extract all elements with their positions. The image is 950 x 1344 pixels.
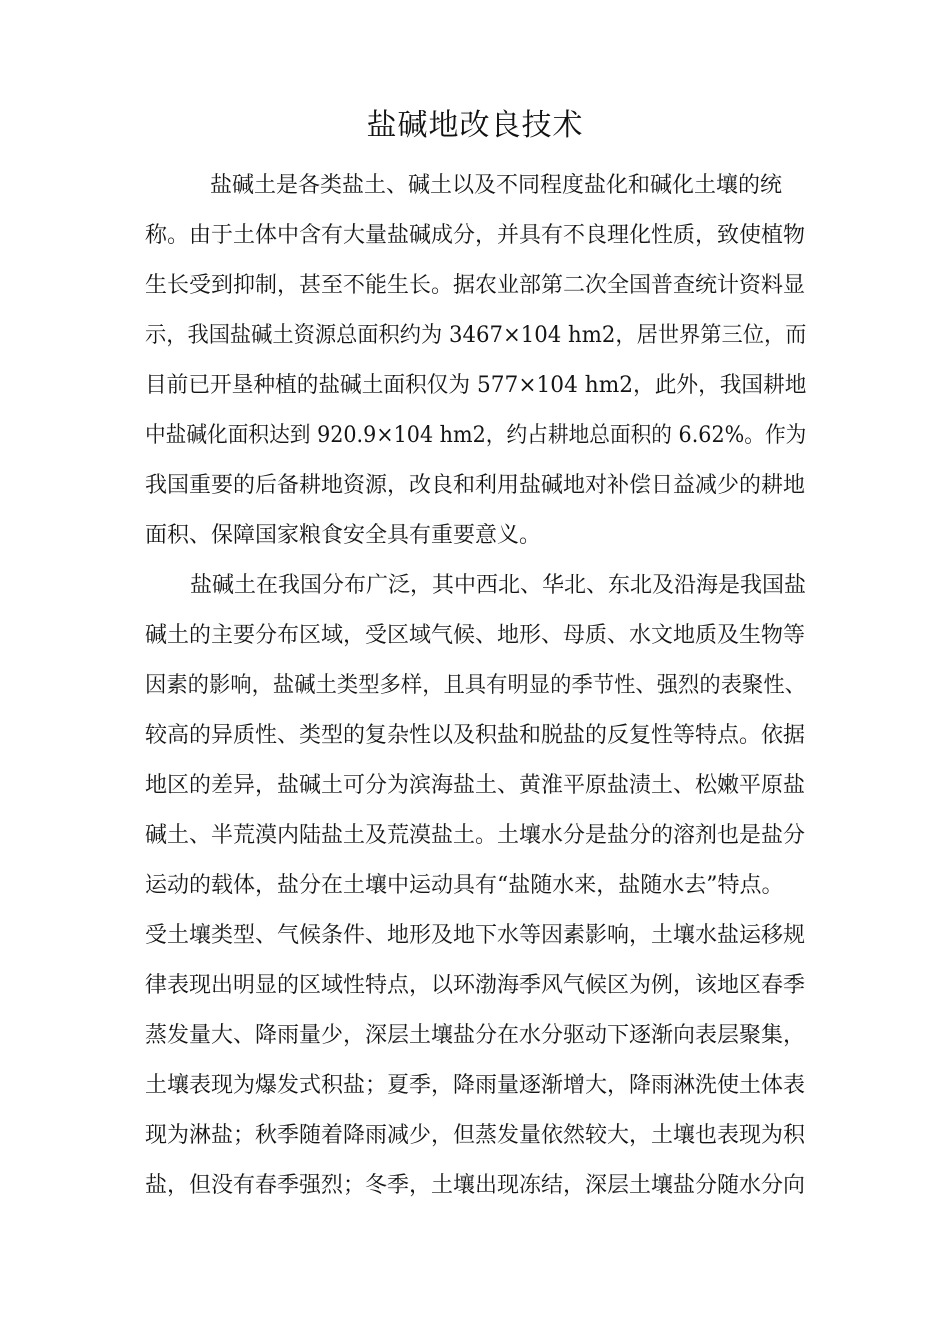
text-line: 现为淋盐；秋季随着降雨减少，但蒸发量依然较大，土壤也表现为积: [145, 1123, 806, 1148]
paragraph-2-line: [0, 863, 950, 909]
text-line: 盐，但没有春季强烈；冬季，土壤出现冻结，深层土壤盐分随水分向: [145, 1173, 806, 1198]
text-line: 我国重要的后备耕地资源，改良和利用盐碱地对补偿日益减少的耕地: [145, 473, 806, 498]
text-line: 蒸发量大、降雨量少，深层土壤盐分在水分驱动下逐渐向表层聚集，: [145, 1023, 806, 1048]
text-line: 运动的载体，盐分在土壤中运动具有“盐随水来，盐随水去”特点。: [145, 873, 784, 898]
text-line: 碱土、半荒漠内陆盐土及荒漠盐土。土壤水分是盐分的溶剂也是盐分: [145, 823, 806, 848]
text-line: 因素的影响，盐碱土类型多样，且具有明显的季节性、强烈的表聚性、: [145, 673, 807, 698]
paragraph-1-line: [0, 363, 950, 409]
text-line: 盐碱土在我国分布广泛，其中西北、华北、东北及沿海是我国盐: [190, 573, 807, 598]
text-line: 受土壤类型、气候条件、地形及地下水等因素影响，土壤水盐运移规: [145, 923, 806, 948]
paragraph-1-line: [0, 413, 950, 459]
text-line: 面积、保障国家粮食安全具有重要意义。: [145, 523, 542, 548]
paragraph-1-line: [0, 213, 950, 259]
text-line: 称。由于土体中含有大量盐碱成分，并具有不良理化性质，致使植物: [145, 223, 806, 248]
paragraph-1-line: [0, 263, 950, 309]
text-line: 土壤表现为爆发式积盐；夏季，降雨量逐渐增大，降雨淋洗使土体表: [145, 1073, 806, 1098]
text-line: 律表现出明显的区域性特点，以环渤海季风气候区为例，该地区春季: [145, 973, 806, 998]
paragraph-2-line: [0, 1163, 950, 1209]
paragraph-1-line: [0, 513, 950, 559]
text-line: 生长受到抑制，甚至不能生长。据农业部第二次全国普查统计资料显: [145, 273, 806, 298]
paragraph-2-line: [0, 813, 950, 859]
paragraph-2-line: [0, 763, 950, 809]
text-line: 盐碱土是各类盐土、碱土以及不同程度盐化和碱化土壤的统: [210, 173, 783, 198]
text-line: 示，我国盐碱土资源总面积约为 3467×104 hm2，居世界第三位，而: [145, 323, 807, 348]
paragraph-2-line: [0, 613, 950, 659]
text-line: 中盐碱化面积达到 920.9×104 hm2，约占耕地总面积的 6.62%。作为: [145, 423, 807, 448]
paragraph-2-line: [0, 1013, 950, 1059]
paragraph-1-line: [0, 313, 950, 359]
text-line: 目前已开垦种植的盐碱土面积仅为 577×104 hm2，此外，我国耕地: [145, 373, 807, 398]
paragraph-2-line: [0, 563, 950, 609]
text-line: 较高的异质性、类型的复杂性以及积盐和脱盐的反复性等特点。依据: [145, 723, 806, 748]
document-title: 盐碱地改良技术: [366, 108, 584, 143]
paragraph-2-line: [0, 1113, 950, 1159]
text-line: 碱土的主要分布区域，受区域气候、地形、母质、水文地质及生物等: [145, 623, 806, 648]
paragraph-2-line: [0, 963, 950, 1009]
paragraph-2-line: [0, 1063, 950, 1109]
paragraph-2-line: [0, 663, 950, 709]
paragraph-2-line: [0, 913, 950, 959]
paragraph-1-line: [0, 463, 950, 509]
paragraph-1-line: [0, 163, 950, 209]
text-line: 地区的差异，盐碱土可分为滨海盐土、黄淮平原盐渍土、松嫩平原盐: [145, 773, 806, 798]
paragraph-2-line: [0, 713, 950, 759]
